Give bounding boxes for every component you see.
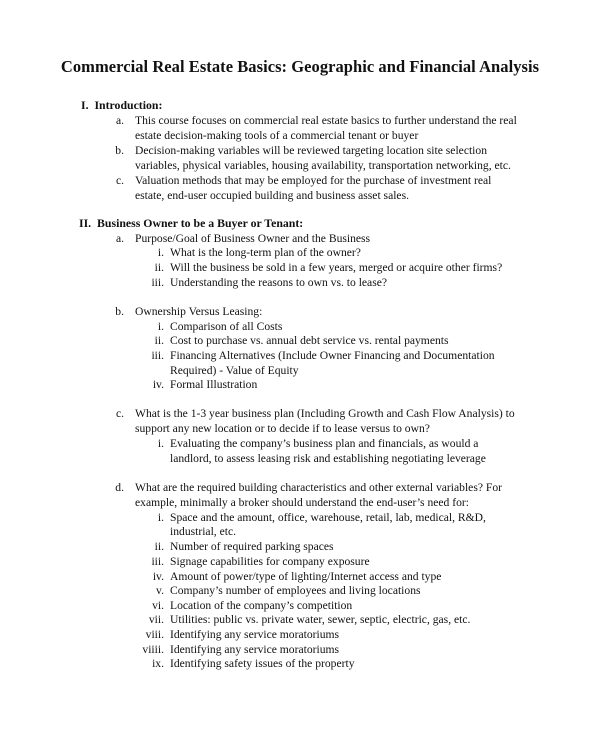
item-marker: b. [115, 305, 124, 318]
subitem-marker: i. [157, 320, 164, 333]
section-1-heading [81, 98, 162, 113]
subitem-marker: ii. [154, 540, 164, 553]
item-text: estate, end-user occupied building and business asset sales. [135, 189, 409, 202]
subitem-marker: viii. [145, 628, 164, 641]
subitem-text: Cost to purchase vs. annual debt service vs. rental payments [170, 334, 449, 347]
subitem-marker: ii. [154, 334, 164, 347]
item-text: Decision-making variables will be reviewed targeting location site selection [135, 144, 487, 157]
subitem-text: Signage capabilities for company exposure [170, 555, 370, 568]
subitem-text: Location of the company’s competition [170, 599, 353, 612]
subitem-text: Financing Alternatives (Include Owner Financing and Documentation [170, 349, 495, 362]
item-text: example, minimally a broker should understand the end-user’s need for: [135, 496, 469, 509]
section-2-heading [79, 216, 303, 231]
item-text: Ownership Versus Leasing: [135, 305, 263, 318]
section-1-number: I. [81, 98, 89, 112]
subitem-marker: vi. [152, 599, 164, 612]
subitem-text: Identifying any service moratoriums [170, 628, 340, 641]
item-text: support any new location or to decide if to lease versus to own? [135, 422, 430, 435]
section-2-title: Business Owner to be a Buyer or Tenant: [97, 216, 304, 230]
subitem-text: Identifying any service moratoriums [170, 643, 340, 656]
subitem-marker: v. [156, 584, 164, 597]
subitem-marker: vii. [148, 613, 164, 626]
subitem-marker: viiii. [142, 643, 164, 656]
subitem-marker: i. [157, 437, 164, 450]
subitem-text: industrial, etc. [170, 525, 237, 538]
subitem-marker: i. [157, 511, 164, 524]
item-marker: c. [115, 407, 124, 420]
subitem-marker: ix. [152, 657, 164, 670]
section-1-title: Introduction: [94, 98, 163, 112]
item-text: This course focuses on commercial real estate basics to further understand the real [135, 114, 517, 127]
item-marker: b. [115, 144, 124, 157]
subitem-text: Formal Illustration [170, 378, 258, 391]
subitem-marker: iii. [151, 555, 164, 568]
section-2-number: II. [79, 216, 92, 230]
item-marker: a. [115, 114, 124, 127]
item-text: Valuation methods that may be employed for the purchase of investment real [135, 174, 492, 187]
subitem-text: Utilities: public vs. private water, sewer, septic, electric, gas, etc. [170, 613, 471, 626]
subitem-text: Company’s number of employees and living locations [170, 584, 421, 597]
item-marker: d. [115, 481, 124, 494]
item-marker: a. [115, 232, 124, 245]
subitem-text: Amount of power/type of lighting/Internet access and type [170, 570, 442, 583]
subitem-marker: i. [157, 246, 164, 259]
subitem-text: Understanding the reasons to own vs. to lease? [170, 276, 388, 289]
subitem-marker: iii. [151, 276, 164, 289]
subitem-text: Will the business be sold in a few years, merged or acquire other firms? [170, 261, 503, 274]
subitem-text: Comparison of all Costs [170, 320, 283, 333]
subitem-text: What is the long-term plan of the owner? [170, 246, 361, 259]
item-text: estate decision-making tools of a commercial tenant or buyer [135, 129, 419, 142]
item-text: variables, physical variables, housing availability, transportation networking, etc. [135, 159, 511, 172]
item-text: What is the 1-3 year business plan (Including Growth and Cash Flow Analysis) to [135, 407, 515, 420]
subitem-text: Space and the amount, office, warehouse, retail, lab, medical, R&D, [170, 511, 486, 524]
subitem-text: landlord, to assess leasing risk and establishing negotiating leverage [170, 452, 486, 465]
item-text: What are the required building characteristics and other external variables? For [135, 481, 502, 494]
document-title: Commercial Real Estate Basics: Geographic and Financial Analysis [60, 57, 540, 76]
subitem-marker: iii. [151, 349, 164, 362]
subitem-text: Identifying safety issues of the property [170, 657, 355, 670]
subitem-text: Number of required parking spaces [170, 540, 334, 553]
subitem-text: Required) - Value of Equity [170, 364, 299, 377]
subitem-marker: iv. [152, 570, 164, 583]
subitem-text: Evaluating the company’s business plan and financials, as would a [170, 437, 479, 450]
item-text: Purpose/Goal of Business Owner and the Business [135, 232, 371, 245]
subitem-marker: iv. [152, 378, 164, 391]
subitem-marker: ii. [154, 261, 164, 274]
item-marker: c. [115, 174, 124, 187]
